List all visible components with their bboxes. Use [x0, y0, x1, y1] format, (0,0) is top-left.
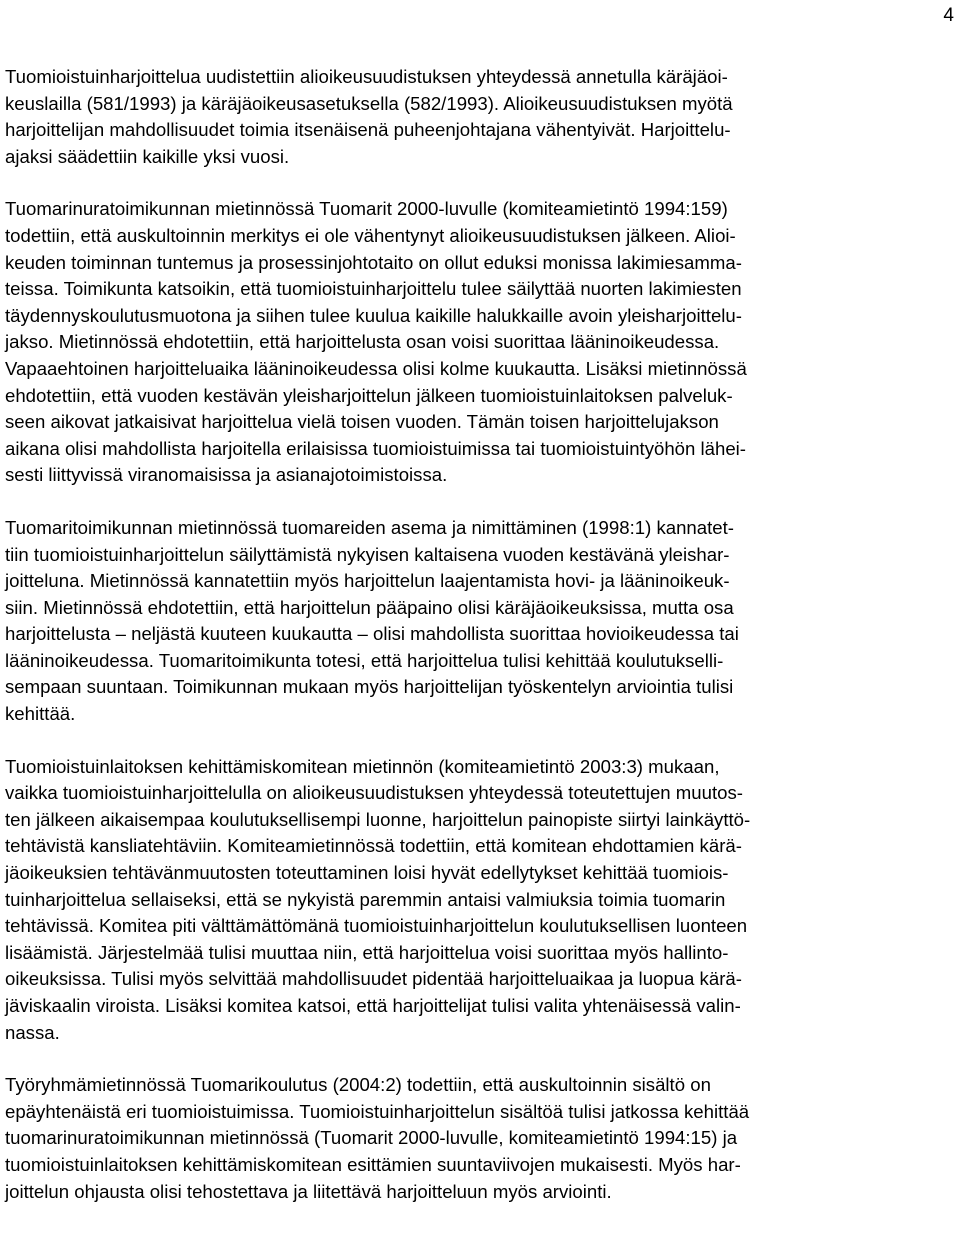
text-line: jäviskaalin viroista. Lisäksi komitea katsoi, että harjoittelijat tulisi valita yhtenäisessä valin- [5, 995, 741, 1016]
text-line: jakso. Mietinnössä ehdotettiin, että harjoittelusta osan voisi suorittaa lääninoikeudessa. [5, 331, 720, 353]
text-line: ten jälkeen aikaisempaa koulutuksellisempi luonne, harjoittelun painopiste siirtyi lainkäyttö- [5, 808, 751, 830]
text-line: Tuomaritoimikunnan mietinnössä tuomareiden asema ja nimittäminen (1998:1) kannatet- [5, 516, 734, 538]
text-line: ajaksi säädettiin kaikille yksi vuosi. [5, 145, 290, 167]
text-line: tehtävistä kansliatehtäviin. Komiteamietinnössä todettiin, että komitean ehdottamien kärä- [5, 835, 742, 857]
paragraph-4 [5, 754, 955, 1047]
text-line: Vapaaehtoinen harjoitteluaika lääninoikeudessa olisi kolme kuukautta. Lisäksi mietinnössä [5, 357, 747, 379]
text-line: keuden toiminnan tuntemus ja prosessinjohtotaito on ollut eduksi monissa lakimiesamma- [5, 251, 742, 273]
text-line: Työryhmämietinnössä Tuomarikoulutus (2004:2) todettiin, että auskultoinnin sisältö on [5, 1074, 711, 1096]
text-line: keuslailla (581/1993) ja käräjäoikeusasetuksella (582/1993). Alioikeusuudistuksen myötä [5, 92, 733, 114]
text-line: siin. Mietinnössä ehdotettiin, että harjoittelun pääpaino olisi käräjäoikeuksissa, mutta osa [5, 596, 734, 618]
text-line: sempaan suuntaan. Toimikunnan mukaan myös harjoittelijan työskentelyn arviointia tulisi [5, 676, 734, 698]
text-line: aikana olisi mahdollista harjoitella erilaisissa tuomioistuimissa tai tuomioistuintyöhön lähei- [5, 437, 746, 459]
text-line: tehtävissä. Komitea piti välttämättömänä tuomioistuinharjoittelun koulutuksellisen luonteen [5, 915, 748, 937]
document-body [5, 64, 955, 1231]
text-line: nassa. [5, 1021, 60, 1043]
text-line: vaikka tuomioistuinharjoittelulla on alioikeusuudistuksen yhteydessä toteutettujen muutos- [5, 782, 743, 804]
text-line: joittelun ohjausta olisi tehostettava ja liitettävä harjoitteluun myös arviointi. [5, 1180, 612, 1202]
text-line: tuinharjoittelua sellaiseksi, että se nykyistä paremmin antaisi valmiuksia toimia tuomarin [5, 888, 726, 910]
text-line: todettiin, että auskultoinnin merkitys ei ole vähentynyt alioikeusuudistuksen jälkeen. Alioi- [5, 224, 736, 246]
text-line: täydennyskoulutusmuotona ja siihen tulee kuulua kaikille halukkaille avoin yleisharjoittelu- [5, 304, 742, 326]
text-line: tiin tuomioistuinharjoittelun säilyttämistä nykyisen kaltaisena vuoden kestävänä yleishar- [5, 543, 730, 565]
text-line: Tuomioistuinlaitoksen kehittämiskomitean mietinnön (komiteamietintö 2003:3) mukaan, [5, 755, 720, 777]
paragraph-2 [5, 196, 955, 489]
text-line: sesti liittyvissä viranomaisissa ja asianajotoimistoissa. [5, 464, 448, 486]
text-line: jäoikeuksien tehtävänmuutosten toteuttaminen loisi hyvät edellytykset kehittää tuomiois- [5, 862, 729, 884]
paragraph-3 [5, 515, 955, 728]
paragraph-5 [5, 1072, 955, 1205]
text-line: lääninoikeudessa. Tuomaritoimikunta totesi, että harjoittelua tulisi kehittää koulutukselli- [5, 649, 724, 671]
text-line: joitteluna. Mietinnössä kannatettiin myös harjoittelun laajentamista hovi- ja lääninoikeuk- [5, 570, 730, 592]
text-line: tuomarinuratoimikunnan mietinnössä (Tuomarit 2000-luvulle, komiteamietintö 1994:15) ja [5, 1127, 738, 1149]
text-line: harjoittelusta – neljästä kuuteen kuukautta – olisi mahdollista suorittaa hovioikeudessa tai [5, 623, 739, 645]
text-line: Tuomioistuinharjoittelua uudistettiin alioikeusuudistuksen yhteydessä annetulla käräjäoi- [5, 66, 728, 87]
text-line: harjoittelijan mahdollisuudet toimia itsenäisenä puheenjohtajana vähentyivät. Harjoittelu- [5, 119, 731, 141]
text-line: lisäämistä. Järjestelmää tulisi muuttaa niin, että harjoittelua voisi suorittaa myös hallinto- [5, 941, 729, 963]
paragraph-1 [5, 64, 955, 170]
text-line: tuomioistuinlaitoksen kehittämiskomitean esittämien suuntaviivojen mukaisesti. Myös har- [5, 1153, 741, 1175]
page-number: 4 [943, 5, 954, 26]
text-line: ehdotettiin, että vuoden kestävän yleisharjoittelun jälkeen tuomioistuinlaitoksen palveluk- [5, 384, 733, 406]
text-line: epäyhtenäistä eri tuomioistuimissa. Tuomioistuinharjoittelun sisältöä tulisi jatkossa kehittää [5, 1100, 750, 1122]
text-line: kehittää. [5, 703, 76, 725]
text-line: seen aikovat jatkaisivat harjoittelua vielä toisen vuoden. Tämän toisen harjoittelujakson [5, 411, 719, 433]
text-line: Tuomarinuratoimikunnan mietinnössä Tuomarit 2000-luvulle (komiteamietintö 1994:159) [5, 198, 728, 220]
text-line: oikeuksissa. Tulisi myös selvittää mahdollisuudet pidentää harjoitteluaikaa ja luopua kärä- [5, 968, 742, 990]
text-line: teissa. Toimikunta katsoikin, että tuomioistuinharjoittelu tulee säilyttää nuorten lakimiesten [5, 278, 742, 300]
